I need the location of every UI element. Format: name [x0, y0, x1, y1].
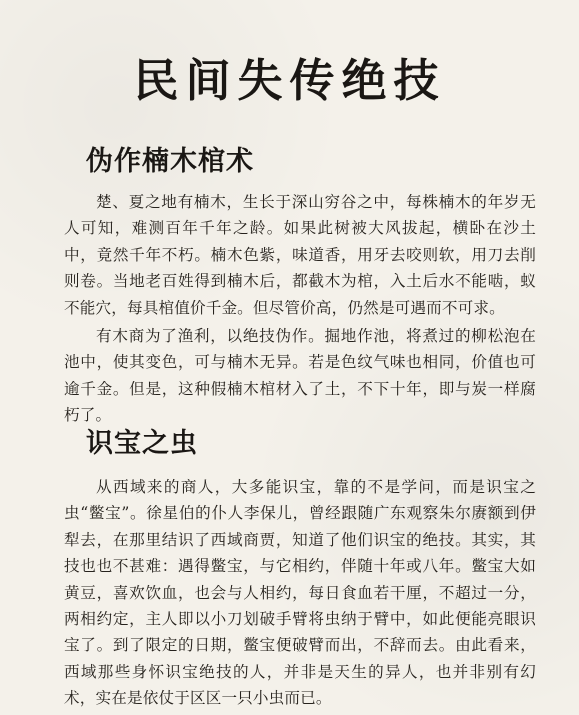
page-title: 民间失传绝技: [133, 54, 446, 107]
section-1-paragraph-2: 有木商为了渔利，以绝技伪作。掘地作池，将煮过的柳松泡在池中，使其变色，可与楠木无异。若是色纹气味也相同，价值也可逾千金。但是，这种假楠木棺材入了土，不下十年，即与炭一样腐朽了。: [64, 327, 536, 425]
section-heading-1: 伪作楠木棺术: [86, 146, 254, 177]
section-1-paragraph-1: 楚、夏之地有楠木，生长于深山穷谷之中，每株楠木的年岁无人可知，难测百年千年之龄。如果此树被大风拔起，横卧在沙土中，竟然千年不朽。楠木色紫，味道香，用牙去咬则软，用刀去削则卷。当地老百姓得到楠木后，都截木为棺，入土后水不能啮，蚁不能穴，每具棺值价千金。但尽管价高，仍然是可遇而不可求。: [64, 193, 536, 317]
section-heading-2: 识宝之虫: [86, 428, 198, 459]
section-2-paragraph-1: 从西域来的商人，大多能识宝，靠的不是学问，而是识宝之虫“鳖宝”。徐星伯的仆人李保儿，曾经跟随广东观察朱尔赓额到伊犁去，在那里结识了西域商贾，知道了他们识宝的绝技。其实，其技也也不甚难：遇得鳖宝，与它相约，伴随十年或八年。鳖宝大如黄豆，喜欢饮血，也会与人相约，每日食血若干厘，不超过一分，两相约定，主人即以小刀划破手臂将虫纳于臂中，如此便能亮眼识宝了。到了限定的日期，鳖宝便破臂而出，不辞而去。由此看来，西域那些身怀识宝绝技的人，并非是天生的异人，也并非别有幻术，实在是依仗于区区一只小虫而已。: [64, 478, 536, 708]
